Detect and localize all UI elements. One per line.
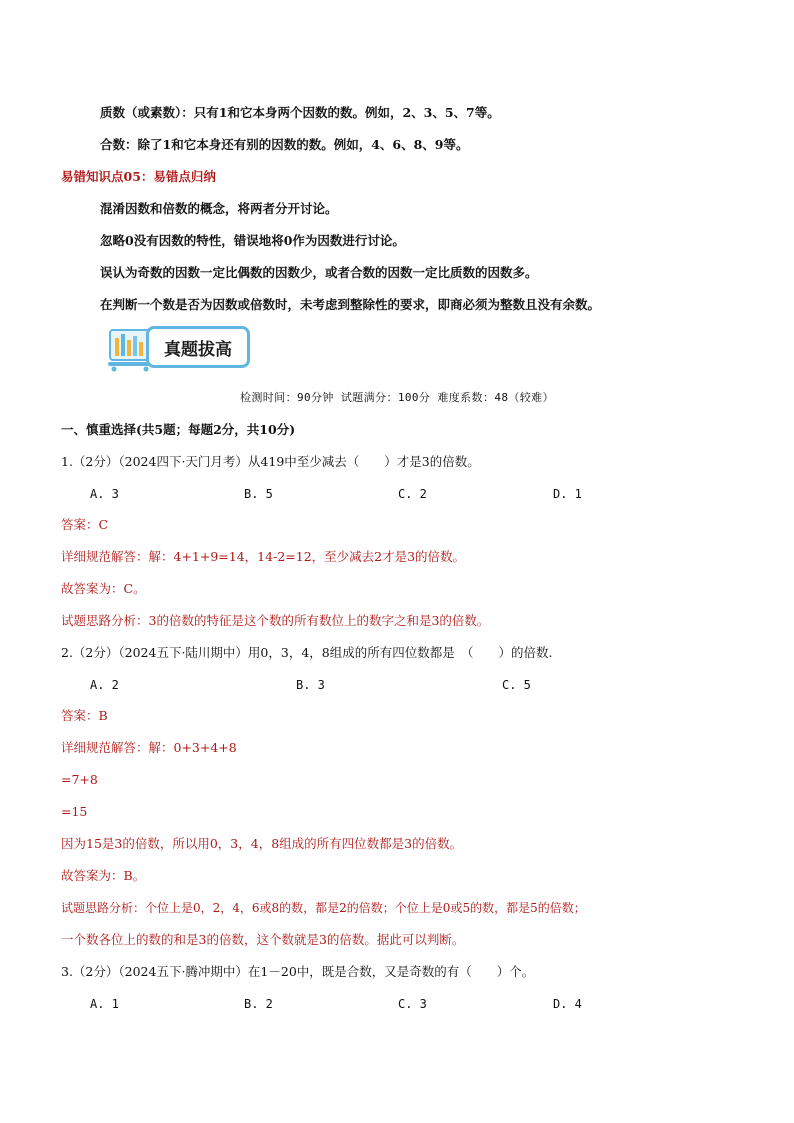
solution-line: =15	[61, 804, 88, 819]
mistake-item: 在判断一个数是否为因数或倍数时，未考虑到整除性的要求，即商必须为整数且没有余数。	[100, 297, 601, 312]
answer: 答案：C	[61, 517, 109, 532]
mistake-item: 误认为奇数的因数一定比偶数的因数少，或者合数的因数一定比质数的因数多。	[100, 265, 538, 280]
option-c: C. 2	[398, 487, 427, 501]
mistake-item: 混淆因数和倍数的概念，将两者分开讨论。	[100, 201, 338, 216]
analysis-line: 试题思路分析：3的倍数的特征是这个数的所有数位上的数字之和是3的倍数。	[61, 613, 490, 628]
conclusion: 故答案为：B。	[61, 868, 146, 883]
solution-line: 详细规范解答：解：0+3+4+8	[61, 740, 237, 755]
option-c: C. 5	[502, 678, 531, 692]
option-a: A. 3	[90, 487, 119, 501]
conclusion: 故答案为：C。	[61, 581, 146, 596]
question-stem: 2.（2分）（2024五下·陆川期中）用0，3，4，8组成的所有四位数都是 （ ）的倍数.	[61, 645, 553, 660]
answer: 答案：B	[61, 708, 108, 723]
part-heading: 一、慎重选择(共5题；每题2分，共10分)	[61, 422, 296, 437]
solution-line: 详细规范解答：解：4+1+9=14，14-2=12，至少减去2才是3的倍数。	[61, 549, 466, 564]
option-b: B. 3	[296, 678, 325, 692]
option-b: B. 5	[244, 487, 273, 501]
option-a: A. 1	[90, 997, 119, 1011]
badge-title: 真题拔高	[146, 326, 250, 368]
question-stem: 1.（2分）（2024四下·天门月考）从419中至少减去（ ）才是3的倍数。	[61, 454, 480, 469]
option-d: D. 1	[553, 487, 582, 501]
analysis-line: 试题思路分析：个位上是0，2，4，6或8的数，都是2的倍数；个位上是0或5的数，都是5的倍数；	[61, 901, 586, 915]
option-d: D. 4	[553, 997, 582, 1011]
section-badge	[106, 322, 252, 374]
analysis-line: 一个数各位上的数的和是3的倍数，这个数就是3的倍数。据此可以判断。	[61, 932, 465, 947]
option-a: A. 2	[90, 678, 119, 692]
mistake-item: 忽略0没有因数的特性，错误地将0作为因数进行讨论。	[100, 233, 405, 248]
prime-definition: 质数（或素数）：只有1和它本身两个因数的数。例如，2、3、5、7等。	[100, 105, 500, 120]
section-title: 易错知识点05：易错点归纳	[61, 169, 216, 184]
question-stem: 3.（2分）（2024五下·腾冲期中）在1－20中，既是合数，又是奇数的有（ ）个。	[61, 964, 535, 979]
option-c: C. 3	[398, 997, 427, 1011]
solution-line: =7+8	[61, 772, 98, 787]
composite-definition: 合数：除了1和它本身还有别的因数的数。例如，4、6、8、9等。	[100, 137, 469, 152]
test-meta: 检测时间：90分钟 试题满分：100分 难度系数：48（较难）	[239, 391, 554, 404]
solution-line: 因为15是3的倍数，所以用0，3，4，8组成的所有四位数都是3的倍数。	[61, 836, 463, 851]
option-b: B. 2	[244, 997, 273, 1011]
